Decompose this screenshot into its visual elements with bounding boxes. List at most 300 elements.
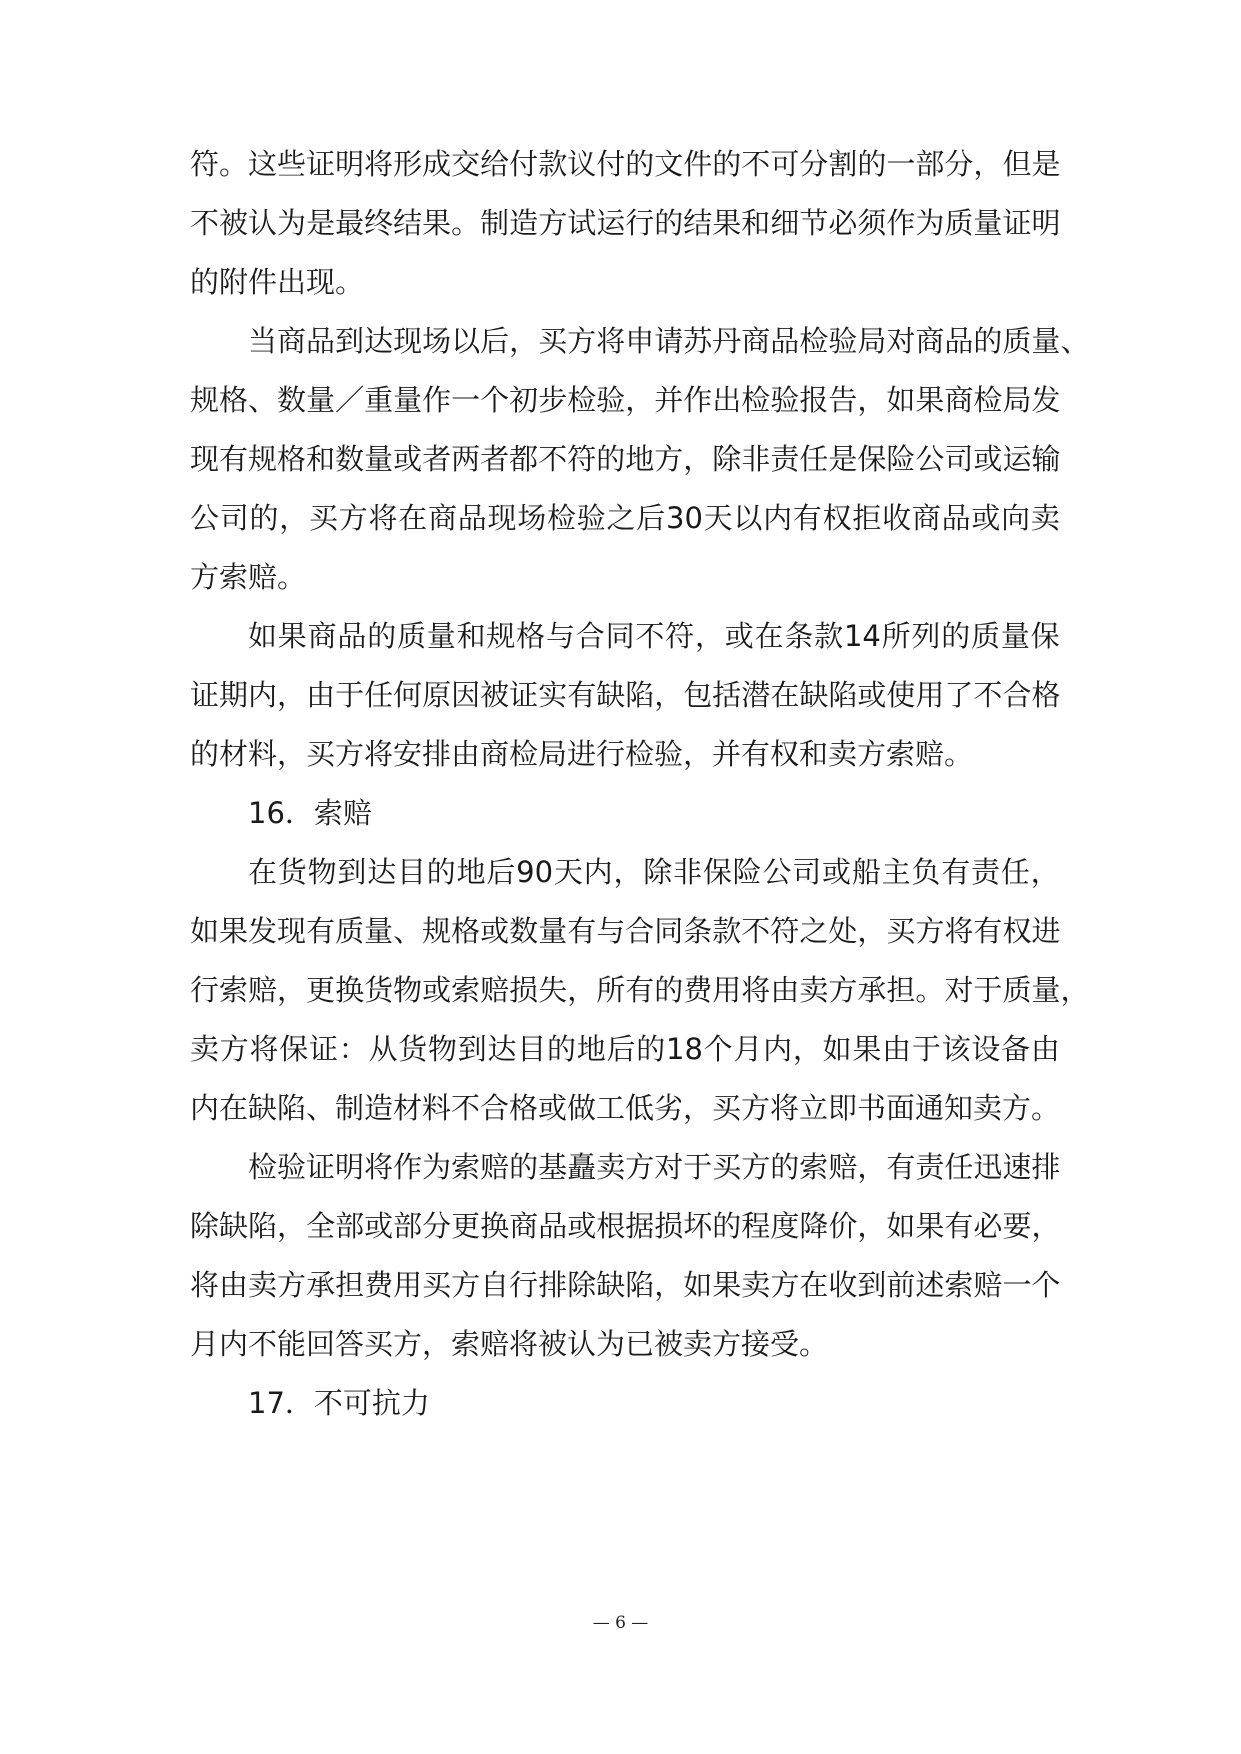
text-glyph: 规 [248,442,278,476]
text-glyph: 该 [941,1032,971,1066]
text-glyph: 达 [487,1032,517,1066]
text-glyph: 所 [596,973,626,1007]
text-glyph: 品 [941,501,971,535]
text-glyph: 设 [971,1032,1001,1066]
text-glyph: 或 [971,501,1001,535]
text-glyph: 由 [1030,1032,1060,1066]
text-glyph: 局 [857,324,887,358]
text-glyph: 方 [338,501,368,535]
text-glyph: 或 [364,1209,394,1243]
text-glyph: 基 [538,1150,568,1184]
text-glyph: 排 [538,1268,568,1302]
text-glyph: 失 [538,973,568,1007]
text-glyph: 个 [480,383,510,417]
text-glyph: 或 [393,442,423,476]
text-glyph: 质 [1002,973,1032,1007]
text-glyph: 非 [673,855,703,889]
text-glyph: 损 [509,973,539,1007]
text-glyph: 格 [1031,678,1061,712]
text-glyph: 在 [398,501,428,535]
text-glyph: 明 [335,147,365,181]
text-glyph: 发 [248,914,278,948]
text-glyph: ， [509,324,539,358]
text-glyph: 卖 [596,1150,626,1184]
text-glyph: ： [338,1032,368,1066]
text-glyph: 商 [428,501,458,535]
text-glyph: 或 [480,914,510,948]
text-glyph: 买 [712,1150,742,1184]
text-glyph: 进 [1031,914,1061,948]
text-glyph: 所 [881,619,911,653]
text-glyph: 数 [335,442,365,476]
text-glyph: 赔 [480,973,510,1007]
text-glyph: 负 [911,855,941,889]
text-glyph: 缺 [596,1268,626,1302]
text-line-9 [248,616,1060,656]
text-glyph: 、 [393,914,423,948]
text-glyph: 如 [886,383,916,417]
text-glyph: 担 [335,1268,365,1302]
text-glyph: 的 [712,1209,742,1243]
text-glyph: 款 [538,147,568,181]
text-line-4 [248,321,1090,361]
text-glyph: 运 [1002,442,1032,476]
text-glyph: 损 [654,1209,684,1243]
text-glyph: 对 [886,324,916,358]
text-glyph: 、 [1060,324,1090,358]
text-glyph: 地 [456,855,486,889]
text-glyph: 如 [248,619,278,653]
text-glyph: 何 [393,678,423,712]
text-glyph: 认 [248,206,278,240]
text-line-3: 的附件出现。 [190,265,365,299]
text-glyph: 卖 [799,973,829,1007]
text-glyph: 检 [248,1150,278,1184]
text-glyph: ， [1031,1209,1061,1243]
text-glyph: 交 [451,147,481,181]
text-glyph: 除 [190,1209,220,1243]
text-glyph: 承 [306,1268,336,1302]
text-glyph: 告 [828,383,858,417]
text-glyph: 公 [915,442,945,476]
text-glyph: ， [279,501,309,535]
text-glyph: 陷 [248,1209,278,1243]
text-glyph: 在 [770,678,800,712]
text-glyph: 述 [915,1268,945,1302]
text-glyph: 达 [367,855,397,889]
text-glyph: 品 [944,324,974,358]
text-glyph: 不 [635,619,665,653]
text-glyph: 量 [393,383,423,417]
text-glyph: ， [857,1150,887,1184]
text-glyph: 行 [625,206,655,240]
text-glyph: 公 [190,501,220,535]
text-glyph: 是 [306,206,336,240]
text-glyph: 将 [368,501,398,535]
text-glyph: 对 [654,1150,684,1184]
text-glyph: 速 [1002,1150,1032,1184]
text-glyph: 验 [277,1150,307,1184]
text-glyph: 天 [703,501,733,535]
text-glyph: 内 [763,1032,793,1066]
text-glyph: 可 [770,147,800,181]
text-glyph: 或 [422,973,452,1007]
text-glyph: 如 [190,914,220,948]
text-glyph: 检 [973,383,1003,417]
text-glyph: 有 [886,1150,916,1184]
text-glyph: 列 [911,619,941,653]
text-glyph: 或 [857,678,887,712]
text-glyph: 买 [886,914,916,948]
text-glyph: ， [792,1032,822,1066]
text-glyph: ／ [335,383,365,417]
text-glyph: 的 [547,1032,577,1066]
text-glyph: 赔 [248,973,278,1007]
text-glyph: 从 [368,1032,398,1066]
text-glyph: 不 [741,147,771,181]
text-glyph: 自 [480,1268,510,1302]
text-glyph: 量 [1000,619,1030,653]
text-glyph: 同 [605,619,635,653]
text-glyph: 到 [457,1032,487,1066]
text-glyph: 品 [770,324,800,358]
text-glyph: 责 [971,855,1001,889]
text-glyph: 量 [426,619,456,653]
text-glyph: 权 [1002,914,1032,948]
text-glyph: 的 [857,147,887,181]
text-glyph: 质 [396,619,426,653]
text-glyph: 或 [724,619,754,653]
text-glyph: 方 [741,1150,771,1184]
text-glyph: 索 [451,973,481,1007]
text-glyph: 结 [393,206,423,240]
text-glyph: 责 [915,1150,945,1184]
text-glyph: 检 [567,383,597,417]
text-glyph: 、 [248,383,278,417]
text-glyph: 陷 [625,678,655,712]
text-glyph: 为 [915,206,945,240]
text-glyph: ， [973,147,1003,181]
text-glyph: ， [567,973,597,1007]
text-glyph: 不 [741,914,771,948]
text-glyph: 担 [886,973,916,1007]
text-glyph: 有 [219,442,249,476]
text-glyph: 有 [567,678,597,712]
text-glyph: 条 [784,619,814,653]
text-glyph: 分 [799,147,829,181]
text-glyph: 规 [422,914,452,948]
text-glyph: 检 [799,324,829,358]
text-glyph: 到 [857,1268,887,1302]
text-glyph: 将 [944,914,974,948]
text-glyph: 一 [1002,1268,1032,1302]
text-glyph: 内 [763,501,793,535]
text-glyph: 节 [799,206,829,240]
text-line-16 [190,1029,1060,1069]
page-number: — 6 — [592,1613,649,1633]
text-glyph: 果 [277,619,307,653]
text-glyph: 场 [422,324,452,358]
text-glyph: 发 [1031,383,1061,417]
text-glyph: 程 [741,1209,771,1243]
text-glyph: 验 [576,501,606,535]
text-glyph: 规 [486,619,516,653]
text-glyph: 细 [770,206,800,240]
text-glyph: 的 [509,1150,539,1184]
text-glyph: 内 [248,678,278,712]
text-glyph: 议 [567,147,597,181]
text-glyph: 后 [606,1032,636,1066]
text-glyph: 给 [480,147,510,181]
text-glyph: 者 [480,442,510,476]
text-glyph: 费 [364,1268,394,1302]
text-glyph: 将 [364,1150,394,1184]
text-glyph: 个 [703,1032,733,1066]
text-glyph: 方 [828,973,858,1007]
text-glyph: 方 [567,324,597,358]
text-glyph: ， [654,1268,684,1302]
text-glyph: 行 [509,1268,539,1302]
text-glyph: 将 [249,1032,279,1066]
text-glyph: 合 [625,914,655,948]
text-glyph: 使 [886,678,916,712]
text-glyph: 后 [486,855,516,889]
text-glyph: 申 [625,324,655,358]
text-glyph: 当 [248,324,278,358]
text-glyph: 符 [190,147,220,181]
text-glyph: 卖 [190,1032,220,1066]
text-glyph: 由 [770,973,800,1007]
text-glyph: 的 [712,147,742,181]
text-glyph: 证 [190,678,220,712]
text-glyph: 的 [654,973,684,1007]
text-glyph: 包 [683,678,713,712]
text-glyph: 用 [915,678,945,712]
text-glyph: 货 [398,1032,428,1066]
text-glyph: 格 [219,383,249,417]
text-glyph: 作 [422,383,452,417]
text-glyph: 款 [814,619,844,653]
text-glyph: 月 [733,1032,763,1066]
text-glyph: 是 [828,442,858,476]
text-glyph: 被 [480,678,510,712]
text-glyph: 以 [451,324,481,358]
text-glyph: ， [613,855,643,889]
text-glyph: 的 [654,206,684,240]
text-line-19 [190,1206,1060,1246]
text-glyph: 果 [915,1209,945,1243]
text-glyph: 保 [1030,619,1060,653]
text-glyph: 为 [422,1150,452,1184]
text-glyph: 赔 [480,1150,510,1184]
text-glyph: 的 [367,619,397,653]
text-glyph: 分 [944,147,974,181]
text-glyph: 后 [480,324,510,358]
text-glyph: 方 [770,1268,800,1302]
text-glyph: 的 [636,1032,666,1066]
text-line-14 [190,911,1060,951]
text-glyph: 方 [277,1268,307,1302]
text-glyph: 量 [1031,973,1061,1007]
text-glyph: 险 [886,442,916,476]
text-glyph: 价 [828,1209,858,1243]
text-glyph: 须 [857,206,887,240]
text-glyph: 格 [516,619,546,653]
text-glyph: 之 [799,914,829,948]
text-glyph: 商 [277,324,307,358]
text-glyph: 司 [219,501,249,535]
text-glyph: 原 [422,678,452,712]
text-glyph: 明 [1031,206,1061,240]
text-line-1 [190,144,1060,184]
text-glyph: 于 [973,973,1003,1007]
text-glyph: 不 [190,206,220,240]
text-glyph: 更 [306,973,336,1007]
text-glyph: 必 [828,206,858,240]
text-glyph: 出 [712,383,742,417]
text-glyph: 成 [422,147,452,181]
text-glyph: 和 [741,206,771,240]
text-glyph: 数 [509,914,539,948]
text-glyph: 作 [886,206,916,240]
text-glyph: 陷 [625,1268,655,1302]
text-glyph: 现 [393,324,423,358]
text-glyph: 步 [538,383,568,417]
text-glyph: 和 [306,442,336,476]
text-glyph: 任 [1000,855,1030,889]
text-glyph: 赔 [828,1150,858,1184]
text-glyph: 在 [248,855,278,889]
text-glyph: 场 [517,501,547,535]
text-glyph: 后 [636,501,666,535]
text-glyph: 商 [915,324,945,358]
text-glyph: ， [277,678,307,712]
text-glyph: 的 [973,324,1003,358]
text-glyph: 证 [309,1032,339,1066]
text-glyph: 是 [1031,147,1061,181]
text-glyph: 。 [451,206,481,240]
text-glyph: 保 [857,442,887,476]
text-glyph: 验 [770,383,800,417]
text-glyph: 由 [219,1268,249,1302]
text-glyph: 前 [886,1268,916,1302]
text-glyph: 地 [625,442,655,476]
text-glyph: 但 [1002,147,1032,181]
text-glyph: 果 [915,383,945,417]
text-glyph: ， [654,678,684,712]
section-heading-force-majeure: 17．不可抗力 [248,1386,430,1420]
text-glyph: 付 [596,147,626,181]
text-glyph: 险 [732,855,762,889]
text-glyph: 的 [941,619,971,653]
text-glyph: 地 [576,1032,606,1066]
text-glyph: 请 [654,324,684,358]
text-line-17: 内在缺陷、制造材料不合格或做工低劣，买方将立即书面通知卖方。 [190,1091,1061,1125]
text-glyph: 被 [219,206,249,240]
text-glyph: 物 [428,1032,458,1066]
text-glyph: 有 [306,914,336,948]
text-glyph: 现 [190,442,220,476]
text-line-8: 方索赔。 [190,560,307,594]
text-glyph: 司 [792,855,822,889]
text-glyph: 重 [364,383,394,417]
text-glyph: 检 [547,501,577,535]
text-glyph: 有 [792,501,822,535]
text-glyph: 保 [702,855,732,889]
text-glyph: 符 [770,914,800,948]
text-glyph: 货 [277,855,307,889]
text-glyph: 向 [1001,501,1031,535]
text-glyph: 与 [545,619,575,653]
text-glyph: 司 [944,442,974,476]
text-glyph: 货 [364,973,394,1007]
text-glyph: 件 [683,147,713,181]
text-glyph: 目 [396,855,426,889]
text-glyph: 丹 [712,324,742,358]
text-glyph: 收 [828,1268,858,1302]
text-glyph: 在 [754,619,784,653]
text-glyph: 有 [944,1209,974,1243]
text-glyph: ， [857,383,887,417]
text-glyph: ， [277,973,307,1007]
text-glyph: 方 [451,1268,481,1302]
text-glyph: 形 [393,147,423,181]
text-glyph: ， [694,619,724,653]
text-glyph: 迅 [973,1150,1003,1184]
text-glyph: 备 [1001,1032,1031,1066]
text-glyph: 明 [335,1150,365,1184]
text-glyph: 规 [190,383,220,417]
text-glyph: 换 [480,1209,510,1243]
text-glyph: 果 [712,206,742,240]
text-glyph: 最 [335,206,365,240]
text-glyph: 赔 [973,1268,1003,1302]
text-glyph: 者 [422,442,452,476]
text-glyph: 卖 [741,1268,771,1302]
text-glyph: 全 [306,1209,336,1243]
section-heading-claims: 16．索赔 [248,796,372,830]
text-glyph: 一 [451,383,481,417]
text-glyph: 根 [596,1209,626,1243]
text-glyph: 天 [553,855,583,889]
text-glyph: 品 [457,501,487,535]
text-glyph: 商 [741,324,771,358]
text-glyph: 量 [364,914,394,948]
text-glyph: 非 [741,442,771,476]
text-glyph: 量 [1031,324,1061,358]
text-glyph: ， [1060,973,1090,1007]
text-glyph: 试 [567,206,597,240]
text-glyph: 验 [596,383,626,417]
text-glyph: 证 [1002,206,1032,240]
text-line-2 [190,203,1060,243]
text-glyph: 并 [654,383,684,417]
text-glyph: 如 [822,1032,852,1066]
text-glyph: 达 [364,324,394,358]
text-glyph: 品 [538,1209,568,1243]
text-glyph: 潜 [741,678,771,712]
text-glyph: 将 [364,147,394,181]
text-glyph: 处 [828,914,858,948]
text-glyph: 量 [538,914,568,948]
text-glyph: 用 [393,1268,423,1302]
text-glyph: 公 [762,855,792,889]
text-glyph: 目 [517,1032,547,1066]
text-glyph: 如 [683,1268,713,1302]
text-glyph: 付 [509,147,539,181]
text-glyph: 到 [335,324,365,358]
text-glyph: 造 [509,206,539,240]
